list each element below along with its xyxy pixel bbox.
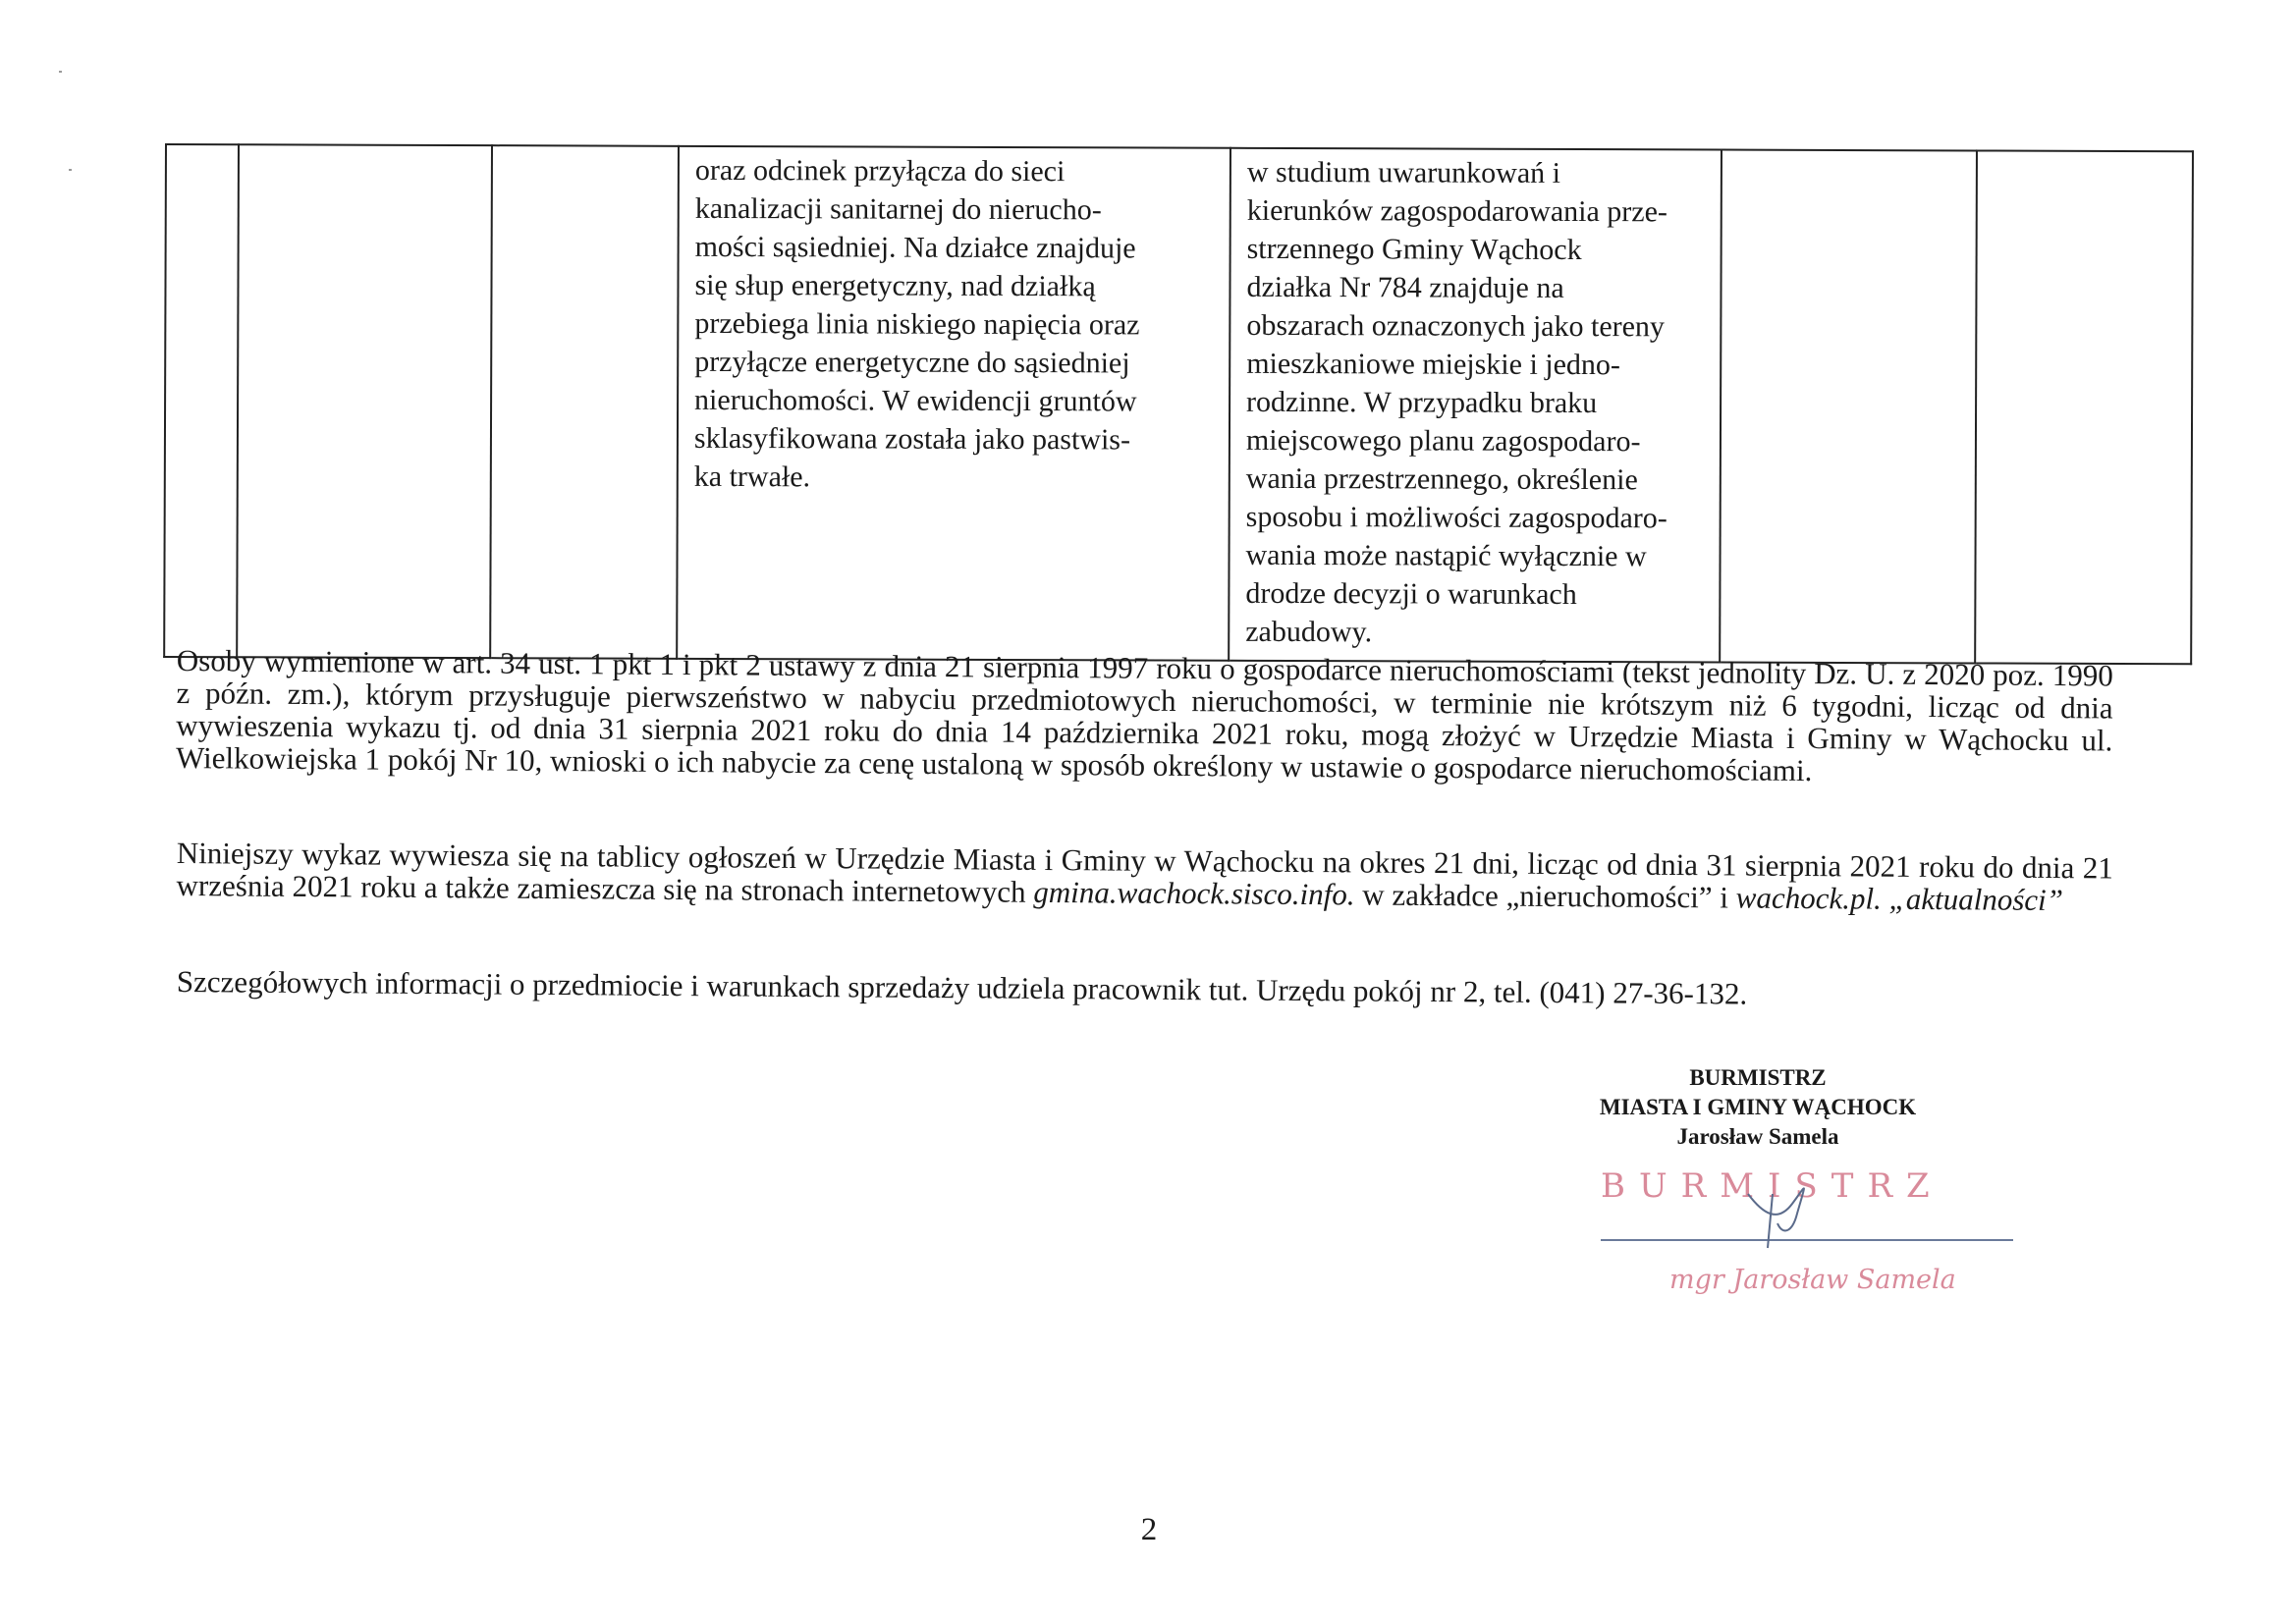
text-line: przebiega linia niskiego napięcia oraz [694,306,1140,342]
paragraph-priority-rights: Osoby wymienione w art. 34 ust. 1 pkt 1 i pkt 2 ustawy z dnia 21 sierpnia 1997 roku o gospodarce nieruchomościami (tekst jednolity Dz. U. z 2020 poz. 1990 z późn. zm.), którym przysługuje pierwszeństwo w nabyciu przedmiotowych nieruchomości, w terminie nie krótszym niż 6 tygodni, licząc od dnia wywieszenia wykazu tj. od dnia 31 sierpnia 2021 roku do dnia 14 października 2021 roku, mogą złożyć w Urzędzie Miasta i Gminy w Wąchocku ul. Wielkowiejska 1 pokój Nr 10, wnioski o ich nabycie za cenę ustaloną w sposób określony w ustawie o gospodarce nieruchomościami. [175,643,2113,788]
text-line: kanalizacji sanitarnej do nierucho- [694,191,1102,227]
text-line: rodzinne. W przypadku braku [1246,385,1598,420]
text-line: strzennego Gminy Wąchock [1246,232,1582,267]
scan-speck [59,71,62,73]
text-line: mieszkaniowe miejskie i jedno- [1246,347,1621,382]
text-line: zabudowy. [1245,615,1373,649]
paragraph-publication [176,837,2112,916]
text-line: oraz odcinek przyłącza do sieci [694,153,1066,189]
paragraph-publication-text: w zakładce „nieruchomości” i [1354,877,1736,915]
text-line: sklasyfikowana została jako pastwis- [693,421,1131,457]
text-line: mości sąsiedniej. Na działce znajduje [694,230,1136,265]
signature-office: MIASTA I GMINY WĄCHOCK [1599,1095,1917,1119]
table-cell-empty [237,144,492,658]
table-cell-empty [1720,150,1977,664]
table-row [164,144,2193,664]
scan-speck [69,169,72,171]
signature-title: BURMISTRZ [1689,1065,1827,1090]
page-number: 2 [1140,1512,1158,1547]
text-line: się słup energetyczny, nad działką [694,268,1096,303]
stamp-title: BURMISTRZ [1601,1166,1943,1206]
handwritten-signature-icon [1738,1174,1827,1253]
text-line: miejscowego planu zagospodaro- [1245,423,1641,459]
signature-name: Jarosław Samela [1676,1124,1839,1149]
table-cell-empty [1975,150,2193,664]
paragraph-contact: Szczegółowych informacji o przedmiocie i warunkach sprzedaży udziela pracownik tut. Urzędu pokój nr 2, tel. (041) 27-36-132. [176,964,1748,1011]
text-line: sposobu i możliwości zagospodaro- [1245,500,1667,535]
text-line: obszarach oznaczonych jako tereny [1246,308,1666,344]
table-cell-zoning [1229,148,1722,663]
text-line: wania może nastąpić wyłącznie w [1245,538,1647,573]
paragraph-publication-text: Niniejszy wykaz wywiesza się na tablicy ogłoszeń w Urzędzie Miasta i Gminy w Wąchocku na okres 21 dni, licząc od dnia 31 sierpnia 2021 roku do dnia 21 września 2021 roku a także zamieszcza się na stronach internetowych [176,836,2113,909]
text-line: wania przestrzennego, określenie [1245,461,1638,497]
table-cell-empty [490,145,679,659]
text-line: drodze decyzji o warunkach [1245,576,1577,612]
text-line: nieruchomości. W ewidencji gruntów [694,383,1137,418]
property-table [163,143,2194,665]
website-link-gmina: gmina.wachock.sisco.info. [1033,874,1355,912]
table-cell-description [677,146,1230,661]
table-cell-empty [164,144,239,657]
stamp-name: mgr Jarosław Samela [1669,1265,1956,1295]
text-line: działka Nr 784 znajduje na [1246,270,1564,304]
text-line: kierunków zagospodarowania prze- [1246,193,1667,229]
text-line: ka trwałe. [693,460,811,494]
text-line: przyłącze energetyczne do sąsiedniej [694,345,1130,380]
text-line: w studium uwarunkowań i [1246,155,1561,189]
website-link-wachock: wachock.pl. [1735,880,1882,916]
tab-name: „aktualności” [1881,881,2064,918]
